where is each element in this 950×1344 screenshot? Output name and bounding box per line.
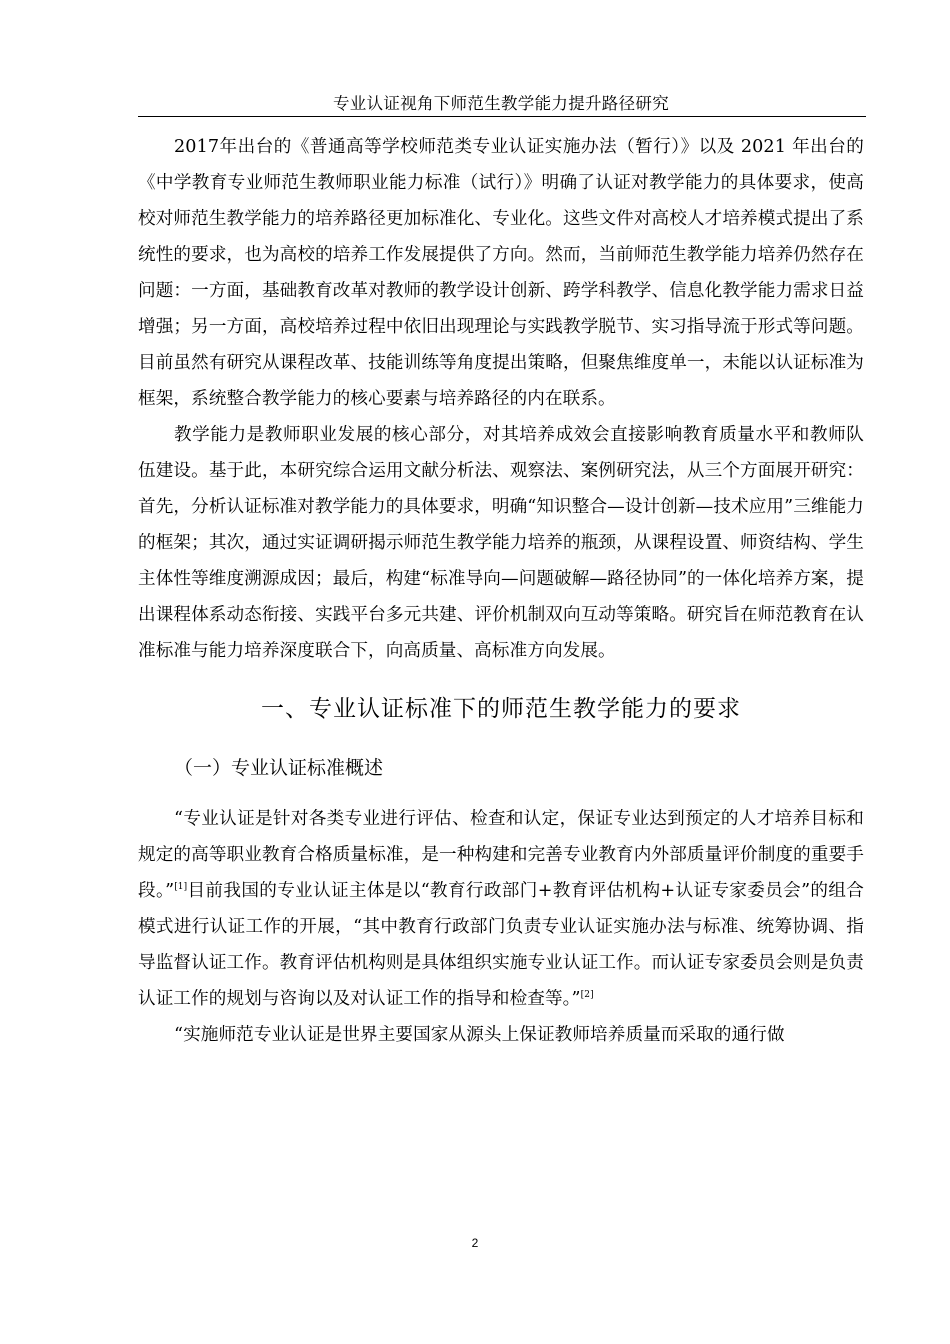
running-header-title: 专业认证视角下师范生教学能力提升路径研究 [333,94,669,113]
citation-2: [2] [580,990,594,1001]
citation-1: [1] [174,882,188,893]
page-number: 2 [471,1236,479,1250]
paragraph-certification-overview [138,801,864,1017]
overview-body: 目前我国的专业认证主体是以“教育行政部门+教育评估机构+认证专家委员会”的组合模式进行认证工作的开展，“其中教育行政部门负责专业认证实施办法与标准、统筹协调、指导监督认证工作。教育评估机构则是具体组织实施专业认证工作。而认证专家委员会则是负责认证工作的规划与咨询以及对认证工作的指导和检查等。” [138,881,864,1009]
body-text [138,129,864,1053]
overview-quote: “专业认证是针对各类专业进行评估、检查和认定，保证专业达到预定的人才培养目标和规定的高等职业教育合格质量标准，是一种构建和完善专业教育内外部质量评价制度的重要手段。” [138,809,864,901]
paragraph-certification-practice: “实施师范专业认证是世界主要国家从源头上保证教师培养质量而采取的通行做 [174,1025,785,1045]
header-divider [138,116,866,117]
paragraph-intro-2: 教学能力是教师职业发展的核心部分，对其培养成效会直接影响教育质量水平和教师队伍建设。基于此，本研究综合运用文献分析法、观察法、案例研究法，从三个方面展开研究：首先，分析认证标准对教学能力的具体要求，明确“知识整合—设计创新—技术应用”三维能力的框架；其次，通过实证调研揭示师范生教学能力培养的瓶颈，从课程设置、师资结构、学生主体性等维度溯源成因；最后，构建“标准导向—问题破解—路径协同”的一体化培养方案，提出课程体系动态衔接、实践平台多元共建、评价机制双向互动等策略。研究旨在师范教育在认准标准与能力培养深度联合下，向高质量、高标准方向发展。 [138,425,864,661]
paragraph-intro-1: 2017年出台的《普通高等学校师范类专业认证实施办法（暂行）》以及 2021 年出台的《中学教育专业师范生教师职业能力标准（试行）》明确了认证对教学能力的具体要求，使高校对师范生教学能力的培养路径更加标准化、专业化。这些文件对高校人才培养模式提出了系统性的要求，也为高校的培养工作发展提供了方向。然而，当前师范生教学能力培养仍然存在问题：一方面，基础教育改革对教师的教学设计创新、跨学科教学、信息化教学能力需求日益增强；另一方面，高校培养过程中依旧出现理论与实践教学脱节、实习指导流于形式等问题。目前虽然有研究从课程改革、技能训练等角度提出策略，但聚焦维度单一，未能以认证标准为框架，系统整合教学能力的核心要素与培养路径的内在联系。 [138,137,864,409]
subsection-heading: （一）专业认证标准概述 [174,757,384,779]
section-heading: 一、专业认证标准下的师范生教学能力的要求 [261,696,741,722]
